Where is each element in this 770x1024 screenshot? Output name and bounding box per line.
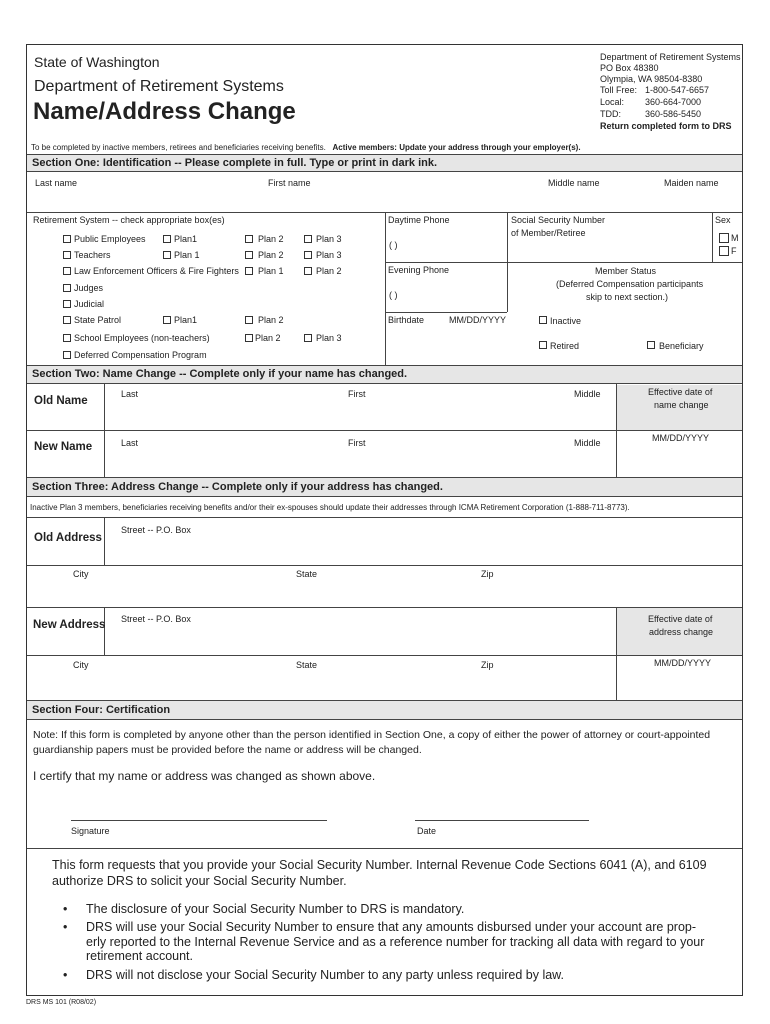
checkbox-le-plan1[interactable]: [245, 267, 253, 275]
new-state-label: State: [296, 660, 318, 670]
new-middle-label: Middle: [574, 438, 601, 448]
state-name: State of Washington: [34, 54, 160, 70]
checkbox-beneficiary[interactable]: [647, 341, 655, 349]
signature-line[interactable]: [71, 820, 327, 821]
divider: [104, 517, 105, 565]
new-first-label: First: [348, 438, 366, 448]
member-status-sub2: skip to next section.): [586, 292, 669, 302]
checkbox-pe-plan2[interactable]: [245, 235, 253, 243]
label-state-patrol: State Patrol: [74, 315, 122, 325]
old-state-label: State: [296, 569, 318, 579]
label-sex-female: F: [731, 246, 737, 256]
new-name-label: New Name: [34, 441, 93, 453]
bullet-2: •: [63, 920, 68, 934]
label-se-plan3: Plan 3: [316, 333, 342, 343]
label-teachers: Teachers: [74, 250, 111, 260]
privacy-bullet-1: The disclosure of your Social Security Number to DRS is mandatory.: [86, 902, 465, 916]
maiden-name-label: Maiden name: [664, 178, 719, 188]
divider: [27, 430, 742, 431]
label-pe-plan1: Plan1: [174, 234, 198, 244]
label-sp-plan1: Plan1: [174, 315, 198, 325]
ssn-label-2: of Member/Retiree: [511, 228, 586, 238]
certification-statement: I certify that my name or address was changed as shown above.: [33, 769, 376, 783]
label-deferred-comp: Deferred Compensation Program: [74, 350, 207, 360]
member-status-sub1: (Deferred Compensation participants: [556, 279, 704, 289]
label-judicial: Judicial: [74, 299, 105, 309]
eff-address-line1: Effective date of: [648, 614, 713, 624]
section-two-header: Section Two: Name Change -- Complete only if your name has changed.: [27, 365, 742, 384]
evening-phone-input[interactable]: ( ): [389, 290, 398, 300]
department-name: Department of Retirement Systems: [34, 78, 284, 95]
instructions-text: To be completed by inactive members, retirees and beneficiaries receiving benefits.: [31, 143, 326, 152]
checkbox-inactive[interactable]: [539, 316, 547, 324]
old-first-label: First: [348, 389, 366, 399]
checkbox-public-employees[interactable]: [63, 235, 71, 243]
old-zip-label: Zip: [481, 569, 494, 579]
divider: [27, 848, 742, 849]
checkbox-pe-plan3[interactable]: [304, 235, 312, 243]
old-middle-label: Middle: [574, 389, 601, 399]
label-sex-male: M: [731, 233, 739, 243]
bullet-1: •: [63, 902, 68, 916]
checkbox-school-employees[interactable]: [63, 334, 71, 342]
local-number: 360-664-7000: [645, 97, 702, 107]
privacy-bullet-3: DRS will not disclose your Social Security Number to any party unless required by law.: [86, 968, 564, 982]
new-last-label: Last: [121, 438, 139, 448]
checkbox-le-plan2[interactable]: [304, 267, 312, 275]
checkbox-teachers[interactable]: [63, 251, 71, 259]
new-street-input[interactable]: [106, 626, 614, 653]
checkbox-pe-plan1[interactable]: [163, 235, 171, 243]
privacy-bullet-2-line-1: DRS will use your Social Security Number to ensure that any amounts disbursed under your account are prop-: [86, 920, 697, 934]
evening-phone-label: Evening Phone: [388, 265, 450, 275]
label-law-enforcement: Law Enforcement Officers & Fire Fighters: [74, 266, 239, 276]
label-le-plan2: Plan 2: [316, 266, 342, 276]
checkbox-state-patrol[interactable]: [63, 316, 71, 324]
label-le-plan1: Plan 1: [258, 266, 284, 276]
old-name-input[interactable]: [106, 400, 614, 428]
privacy-line-1: This form requests that you provide your Social Security Number. Internal Revenue Code Sections 6041 (A), and 6109: [52, 858, 707, 872]
label-school-employees: School Employees (non-teachers): [74, 333, 210, 343]
label-pe-plan3: Plan 3: [316, 234, 342, 244]
checkbox-law-enforcement[interactable]: [63, 267, 71, 275]
address-line-1: Department of Retirement Systems: [600, 52, 741, 62]
instructions-bold: Active members: Update your address through your employer(s).: [332, 143, 581, 152]
local-label: Local:: [600, 97, 625, 107]
checkbox-deferred-comp[interactable]: [63, 351, 71, 359]
birthdate-format[interactable]: MM/DD/YYYY: [449, 315, 507, 325]
sex-label: Sex: [715, 215, 731, 225]
divider: [27, 517, 742, 518]
divider: [27, 565, 742, 566]
address-change-date-format[interactable]: MM/DD/YYYY: [654, 658, 712, 668]
eff-name-line1: Effective date of: [648, 387, 713, 397]
form-frame: [26, 44, 743, 996]
name-entry-row[interactable]: [27, 190, 742, 212]
old-last-label: Last: [121, 389, 139, 399]
tdd-label: TDD:: [600, 109, 621, 119]
checkbox-sex-female[interactable]: [719, 246, 729, 256]
eff-address-line2: address change: [649, 627, 714, 637]
bullet-3: •: [63, 968, 68, 982]
privacy-bullet-2-line-2: erly reported to the Internal Revenue Service and as a reference number for tracking all data with regard to your: [86, 935, 705, 949]
new-street-label: Street -- P.O. Box: [121, 614, 191, 624]
divider: [27, 655, 742, 656]
label-retired: Retired: [550, 341, 580, 351]
checkbox-se-plan2[interactable]: [245, 334, 253, 342]
icma-note: Inactive Plan 3 members, beneficiaries receiving benefits and/or their ex-spouses should update their addresses through ICMA Retirement Corporation (1-888-711-8773).: [30, 503, 630, 512]
label-te-plan3: Plan 3: [316, 250, 342, 260]
old-address-label: Old Address: [34, 532, 102, 544]
privacy-bullet-2-line-3: retirement account.: [86, 949, 193, 963]
label-sp-plan2: Plan 2: [258, 315, 284, 325]
eff-name-line2: name change: [654, 400, 709, 410]
checkbox-retired[interactable]: [539, 341, 547, 349]
divider: [507, 262, 742, 263]
date-label: Date: [417, 826, 437, 836]
new-city-label: City: [73, 660, 89, 670]
checkbox-judges[interactable]: [63, 284, 71, 292]
instructions: [31, 142, 581, 153]
divider: [712, 212, 713, 262]
new-zip-label: Zip: [481, 660, 494, 670]
member-status-title: Member Status: [595, 266, 657, 276]
certification-note-2: guardianship papers must be provided before the name or address will be changed.: [33, 744, 422, 756]
new-city-state-zip-input[interactable]: [30, 672, 614, 698]
checkbox-sp-plan1[interactable]: [163, 316, 171, 324]
divider: [385, 262, 507, 263]
divider: [385, 212, 386, 365]
checkbox-te-plan2[interactable]: [245, 251, 253, 259]
old-street-input[interactable]: [106, 537, 740, 563]
old-city-label: City: [73, 569, 89, 579]
new-address-label: New Address: [33, 619, 106, 631]
label-inactive: Inactive: [550, 316, 582, 326]
label-judges: Judges: [74, 283, 104, 293]
divider: [385, 312, 507, 313]
retirement-system-label: Retirement System -- check appropriate box(es): [33, 215, 225, 225]
middle-name-label: Middle name: [548, 178, 600, 188]
tdd-number: 360-586-5450: [645, 109, 702, 119]
ssn-input[interactable]: [510, 240, 708, 260]
toll-free-number: 1-800-547-6657: [645, 85, 710, 95]
ssn-label: Social Security Number: [511, 215, 606, 225]
name-change-date-format[interactable]: MM/DD/YYYY: [652, 433, 710, 443]
toll-free-label: Toll Free:: [600, 85, 638, 95]
last-name-label: Last name: [35, 178, 78, 188]
old-city-state-zip-input[interactable]: [30, 581, 740, 605]
daytime-phone-input[interactable]: ( ): [389, 240, 398, 250]
address-line-2: PO Box 48380: [600, 63, 659, 73]
checkbox-judicial[interactable]: [63, 300, 71, 308]
label-pe-plan2: Plan 2: [258, 234, 284, 244]
first-name-label: First name: [268, 178, 311, 188]
return-instruction: Return completed form to DRS: [600, 121, 732, 131]
checkbox-sex-male[interactable]: [719, 233, 729, 243]
privacy-line-2: authorize DRS to solicit your Social Security Number.: [52, 874, 347, 888]
checkbox-sp-plan2[interactable]: [245, 316, 253, 324]
checkbox-se-plan3[interactable]: [304, 334, 312, 342]
old-street-label: Street -- P.O. Box: [121, 525, 191, 535]
section-four-header: Section Four: Certification: [27, 700, 742, 720]
daytime-phone-label: Daytime Phone: [388, 215, 450, 225]
form-number: DRS MS 101 (R08/02): [26, 999, 97, 1006]
label-beneficiary: Beneficiary: [659, 341, 704, 351]
address-line-3: Olympia, WA 98504-8380: [600, 74, 703, 84]
form-title: Name/Address Change: [33, 98, 296, 125]
label-se-plan2: Plan 2: [255, 333, 281, 343]
label-te-plan2: Plan 2: [258, 250, 284, 260]
new-name-input[interactable]: [106, 450, 614, 476]
checkbox-te-plan1[interactable]: [163, 251, 171, 259]
section-one-header: Section One: Identification -- Please complete in full. Type or print in dark ink.: [27, 154, 742, 172]
signature-label: Signature: [71, 826, 110, 836]
checkbox-te-plan3[interactable]: [304, 251, 312, 259]
birthdate-label: Birthdate: [388, 315, 425, 325]
date-line[interactable]: [415, 820, 589, 821]
certification-note-1: Note: If this form is completed by anyone other than the person identified in Section One, a copy of either the power of attorney or court-appointed: [33, 729, 711, 741]
label-te-plan1: Plan 1: [174, 250, 200, 260]
section-three-header: Section Three: Address Change -- Complete only if your address has changed.: [27, 477, 742, 497]
label-public-employees: Public Employees: [74, 234, 146, 244]
old-name-label: Old Name: [34, 395, 88, 407]
